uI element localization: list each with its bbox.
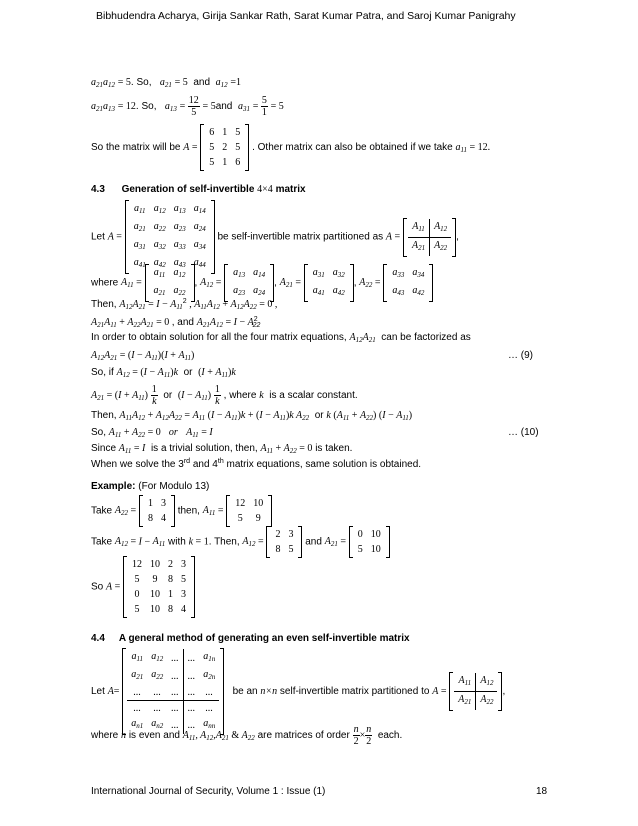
matrix-A-example-cell: 1 bbox=[168, 589, 174, 600]
matrix-A-first-cell: 6 bbox=[235, 157, 241, 168]
equation-9-number: … (9) bbox=[508, 350, 533, 361]
section-4-3-heading: 4.3 Generation of self-invertible 4×4 matrix bbox=[91, 184, 306, 195]
matrix-A-first bbox=[200, 124, 249, 171]
matrix-A12-cell: 3 bbox=[288, 529, 294, 540]
matrix-A11-example bbox=[226, 495, 272, 527]
matrix-A11-cell: 12 bbox=[235, 498, 246, 509]
A21-expression-line: $A_{21} = (I + A_{11})$ $\frac{1}{k}$ or $(I - A_{11})$ $\frac{1}{k}$ , where k is a scalar constant. bbox=[91, 384, 358, 407]
matrix-A-first-cell: 5 bbox=[209, 157, 215, 168]
matrix-A-example-cell: 12 bbox=[132, 559, 143, 570]
matrix-A11-cell: 5 bbox=[237, 513, 243, 524]
then-equations-line-2: $A_{21}A_{11} + A_{22}A_{21} = 0$ , and $A_{21}A_{12} = I - A^2_{22}$ bbox=[91, 316, 261, 329]
matrix-A-example-cell: 2 bbox=[168, 559, 174, 570]
footer-journal: International Journal of Security, Volume 1 : Issue (1) bbox=[91, 786, 326, 797]
matrix-A-example-cell: 10 bbox=[150, 604, 161, 615]
where-blocks-line: where $A_{11}$ = $a_{11}$ $a_{12}$ $a_{21}$ $a_{22}$ , $A_{12}$ = $a_{13}$ $a_{14}$ $a_{23}$ $a_{24}$ , $A_{21}$ = $a_{31}$ $a_{32}$ $a_{41}$ $a_{42}$ , $A_{22}$ = $a_{33}$ $a_{34}$ $a_{43}$ $a_{42}$ bbox=[91, 264, 433, 302]
so-if-line: So, if $A_{12} = (I - A_{11})k$ or $(I + A_{11})k$ bbox=[91, 367, 236, 379]
matrix-A22-cell: 1 bbox=[147, 498, 153, 509]
matrix-A12-example bbox=[266, 526, 302, 558]
equation-line-a21a12: $a_{21}a_{12} = 5$. So, $a_{21} = 5$ and $a_{12} =1$ bbox=[91, 77, 241, 89]
let-A-nxn-line: Let A= $a_{11}$ $a_{12}$ ... ... $a_{1n}$ $a_{21}$ $a_{22}$ ... ... $a_{2n}$ ... ... ... ... ... ... ... ... ... ... $a_{n1}$ $a_{n2}$ ... ... $a_{nn}$ be an n×n self-invertible matrix partitioned to A = $A_{11}$ $A_{12}$ $A_{21}$ $A_{22}$ , bbox=[91, 648, 505, 735]
where-n-even-line: where n is even and $A_{11}$, $A_{12},A_{21}$ & $A_{22}$ are matrices of order $\frac{n}{2}$ × $\frac{n}{2}$ each. bbox=[91, 724, 403, 747]
matrix-A-example-cell: 3 bbox=[181, 559, 187, 570]
order-to-obtain-line: In order to obtain solution for all the four matrix equations, $A_{12}A_{21}$ can be factorized as bbox=[91, 332, 471, 344]
matrix-A-example-cell: 9 bbox=[152, 574, 158, 585]
matrix-A22-cell: 8 bbox=[147, 513, 153, 524]
matrix-A21-example bbox=[349, 526, 390, 558]
matrix-A-first-cell: 5 bbox=[235, 127, 241, 138]
matrix-A-first-cell: 5 bbox=[235, 142, 241, 153]
matrix-A-partitioned-4x4: $A_{11}$ $A_{12}$ $A_{21}$ $A_{22}$ bbox=[403, 218, 456, 257]
matrix-A21-cell: 5 bbox=[357, 544, 363, 555]
let-A-4x4-line: Let A = $a_{11}$ $a_{12}$ $a_{13}$ $a_{14}$ $a_{21}$ $a_{22}$ $a_{23}$ $a_{24}$ $a_{31}$ $a_{32}$ $a_{33}$ $a_{34}$ $a_{41}$ $a_{42}$ $a_{43}$ $a_{44}$ be self-invertible matrix partitioned as A = $A_{11}$ $A_{12}$ $A_{21}$ $A_{22}$ , bbox=[91, 200, 459, 274]
footer-page-number: 18 bbox=[536, 786, 548, 797]
matrix-A-example-cell: 3 bbox=[181, 589, 187, 600]
matrix-A-example-cell: 4 bbox=[181, 604, 187, 615]
since-line: Since $A_{11} = I$ is a trivial solution, then, $A_{11} + A_{22} = 0$ is taken. bbox=[91, 443, 353, 455]
matrix-A-first-cell: 2 bbox=[222, 142, 228, 153]
matrix-A12-cell: 5 bbox=[288, 544, 294, 555]
matrix-A-first-cell: 1 bbox=[222, 127, 228, 138]
equation-line-a21a13: $a_{21}a_{13} = 12$. So, $a_{13}$ = $\frac{12}{5}$ = 5and $a_{31}$ = $\frac{5}{1}$ = 5 bbox=[91, 95, 284, 118]
matrix-A-first-cell: 1 bbox=[222, 157, 228, 168]
matrix-A-example-cell: 5 bbox=[134, 574, 140, 585]
matrix-A12-cell: 2 bbox=[275, 529, 281, 540]
matrix-A22-cell: 4 bbox=[160, 513, 166, 524]
equation-10-number: … (10) bbox=[508, 427, 539, 438]
matrix-A-example-4x4 bbox=[123, 556, 195, 618]
matrix-A21-cell: 10 bbox=[370, 529, 381, 540]
matrix-A22-cell: 3 bbox=[160, 498, 166, 509]
matrix-A-example-cell: 10 bbox=[150, 589, 161, 600]
then-expansion-line: Then, $A_{11}A_{12} + A_{12}A_{22} = A_{11}$ $(I - A_{11})k + (I - A_{11})k$ $A_{22}$ or k $(A_{11} + A_{22}) (I - A_{11})$ bbox=[91, 410, 413, 422]
matrix-A-example-cell: 5 bbox=[134, 604, 140, 615]
matrix-A-symbolic-4x4: $a_{11}$ $a_{12}$ $a_{13}$ $a_{14}$ $a_{21}$ $a_{22}$ $a_{23}$ $a_{24}$ $a_{31}$ $a_{32}$ $a_{33}$ $a_{34}$ $a_{41}$ $a_{42}$ $a_{43}$ $a_{44}$ bbox=[125, 200, 215, 274]
matrix-A-example-cell: 8 bbox=[168, 604, 174, 615]
matrix-A12-cell: 8 bbox=[275, 544, 281, 555]
matrix-A-example-cell: 10 bbox=[150, 559, 161, 570]
matrix-A-example-cell: 8 bbox=[168, 574, 174, 585]
matrix-A21-cell: 10 bbox=[370, 544, 381, 555]
running-header: Bibhudendra Acharya, Girija Sankar Rath, Sarat Kumar Patra, and Saroj Kumar Panigrahy bbox=[96, 10, 516, 22]
matrix-A21-cell: 0 bbox=[357, 529, 363, 540]
matrix-A-example-cell: 5 bbox=[181, 574, 187, 585]
matrix-A-first-cell: 5 bbox=[209, 142, 215, 153]
matrix-A11-cell: 10 bbox=[253, 498, 264, 509]
when-we-solve-line: When we solve the 3rd and 4th matrix equations, same solution is obtained. bbox=[91, 458, 422, 470]
matrix-A11-cell: 9 bbox=[255, 513, 261, 524]
matrix-A-example-cell: 0 bbox=[134, 589, 140, 600]
matrix-A-first-cell: 6 bbox=[209, 127, 215, 138]
example-heading: Example: (For Modulo 13) bbox=[91, 481, 210, 492]
take-A12-line: Take $A_{12} = I - A_{11}$ with k = 1. Then, $A_{12}$ = 2 3 8 5 and $A_{21}$ = 0 10 5 10 bbox=[91, 526, 390, 558]
equation-9-line: $A_{12}A_{21} = (I - A_{11})(I + A_{11})$ bbox=[91, 350, 195, 362]
section-4-4-heading: 4.4 A general method of generating an even self-invertible matrix bbox=[91, 633, 410, 644]
matrix-A-partitioned-nxn: $A_{11}$ $A_{12}$ $A_{21}$ $A_{22}$ bbox=[449, 672, 502, 711]
first-matrix-line: So the matrix will be A = 6 1 5 5 2 5 5 1 6 . Other matrix can also be obtained if we take $a_{11} = 12$. bbox=[91, 124, 490, 171]
matrix-A22-example bbox=[139, 495, 175, 527]
matrix-A-general-nxn: $a_{11}$ $a_{12}$ ... ... $a_{1n}$ $a_{21}$ $a_{22}$ ... ... $a_{2n}$ ... ... ... ... ... ... ... ... ... ... $a_{n1}$ $a_{n2}$ ... ... $a_{nn}$ bbox=[122, 648, 224, 735]
take-A22-line: Take $A_{22}$ = 1 3 8 4 then, $A_{11}$ = 12 10 5 9 bbox=[91, 495, 272, 527]
equation-10-line: So, $A_{11} + A_{22} = 0$ or $A_{11} = I$ bbox=[91, 427, 213, 439]
then-equations-line-1: Then, $A_{12}A_{21} = I - A_{11}^2$ , $A_{11}A_{12} + A_{12}A_{22} = 0$ , bbox=[91, 298, 278, 311]
so-A-example-line: So A = 12 10 2 3 5 9 8 5 0 10 1 3 5 10 8 4 bbox=[91, 556, 195, 618]
